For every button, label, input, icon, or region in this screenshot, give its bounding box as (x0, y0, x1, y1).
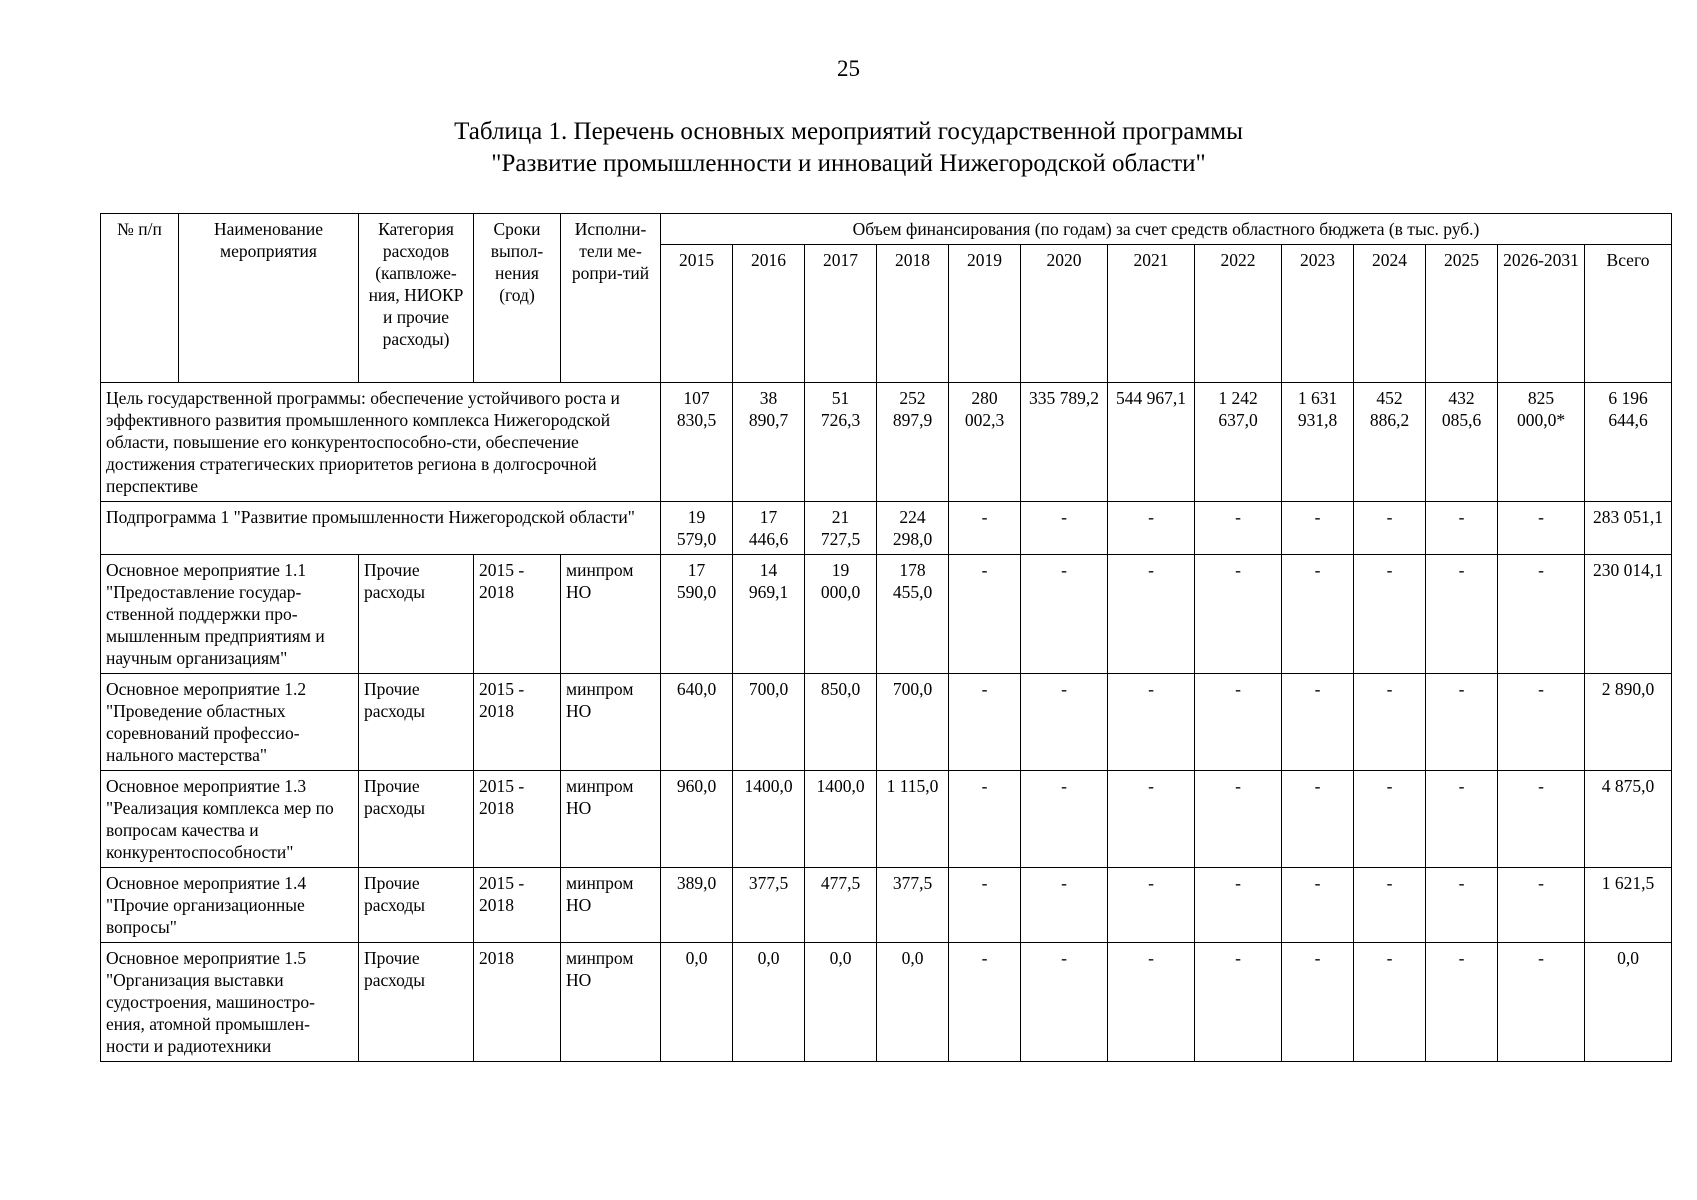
header-year: Всего (1585, 245, 1672, 383)
value-cell: - (949, 868, 1021, 943)
value-cell: 252 897,9 (877, 383, 949, 502)
value-cell: - (1195, 771, 1282, 868)
value-cell: - (1195, 502, 1282, 555)
value-cell: - (1354, 943, 1426, 1062)
value-cell: - (1108, 868, 1195, 943)
value-cell: 0,0 (1585, 943, 1672, 1062)
header-executors: Исполни-тели ме-ропри-тий (561, 214, 661, 383)
value-cell: 1400,0 (805, 771, 877, 868)
header-year: 2026-2031 (1498, 245, 1585, 383)
value-cell: 224 298,0 (877, 502, 949, 555)
header-year: 2016 (733, 245, 805, 383)
activity-category: Прочие расходы (359, 943, 474, 1062)
activity-terms: 2015 - 2018 (474, 555, 561, 674)
value-cell: 850,0 (805, 674, 877, 771)
value-cell: - (1354, 555, 1426, 674)
activity-executors: минпром НО (561, 771, 661, 868)
value-cell: - (1021, 555, 1108, 674)
title-line-2: "Развитие промышленности и инноваций Нижегородской области" (491, 150, 1206, 177)
value-cell: 51 726,3 (805, 383, 877, 502)
subprogram-row (101, 502, 1672, 555)
value-cell: 14 969,1 (733, 555, 805, 674)
value-cell: - (1426, 943, 1498, 1062)
value-cell: 700,0 (877, 674, 949, 771)
activity-terms: 2015 - 2018 (474, 674, 561, 771)
value-cell: - (1498, 555, 1585, 674)
value-cell: 389,0 (661, 868, 733, 943)
value-cell: - (1498, 502, 1585, 555)
value-cell: - (1498, 674, 1585, 771)
value-cell: - (1282, 771, 1354, 868)
value-cell: - (1498, 771, 1585, 868)
value-cell: - (1108, 502, 1195, 555)
value-cell: 6 196 644,6 (1585, 383, 1672, 502)
value-cell: - (949, 943, 1021, 1062)
table-row (101, 674, 1672, 771)
value-cell: 477,5 (805, 868, 877, 943)
value-cell: - (1021, 943, 1108, 1062)
value-cell: - (1426, 771, 1498, 868)
header-num: № п/п (101, 214, 179, 383)
header-funding: Объем финансирования (по годам) за счет средств областного бюджета (в тыс. руб.) (661, 214, 1672, 245)
activities-table (100, 213, 1672, 1062)
value-cell: 230 014,1 (1585, 555, 1672, 674)
value-cell: 544 967,1 (1108, 383, 1195, 502)
value-cell: 825 000,0* (1498, 383, 1585, 502)
header-category: Категория расходов (капвложе-ния, НИОКР и прочие расходы) (359, 214, 474, 383)
table-row (101, 868, 1672, 943)
table-row (101, 943, 1672, 1062)
value-cell: 432 085,6 (1426, 383, 1498, 502)
value-cell: 1 115,0 (877, 771, 949, 868)
value-cell: 0,0 (733, 943, 805, 1062)
value-cell: - (1426, 502, 1498, 555)
value-cell: 700,0 (733, 674, 805, 771)
header-year: 2025 (1426, 245, 1498, 383)
value-cell: - (1282, 555, 1354, 674)
value-cell: 21 727,5 (805, 502, 877, 555)
value-cell: - (1195, 868, 1282, 943)
value-cell: 0,0 (805, 943, 877, 1062)
value-cell: 280 002,3 (949, 383, 1021, 502)
activity-executors: минпром НО (561, 943, 661, 1062)
header-year: 2018 (877, 245, 949, 383)
value-cell: 335 789,2 (1021, 383, 1108, 502)
value-cell: - (1282, 502, 1354, 555)
value-cell: - (1426, 868, 1498, 943)
value-cell: 178 455,0 (877, 555, 949, 674)
activity-terms: 2015 - 2018 (474, 868, 561, 943)
value-cell: 283 051,1 (1585, 502, 1672, 555)
value-cell: 377,5 (733, 868, 805, 943)
value-cell: - (1108, 555, 1195, 674)
value-cell: 2 890,0 (1585, 674, 1672, 771)
page-number: 25 (837, 56, 860, 81)
value-cell: - (949, 674, 1021, 771)
activity-terms: 2015 - 2018 (474, 771, 561, 868)
value-cell: - (1354, 674, 1426, 771)
header-year: 2017 (805, 245, 877, 383)
header-year: 2024 (1354, 245, 1426, 383)
activity-executors: минпром НО (561, 674, 661, 771)
header-year: 2021 (1108, 245, 1195, 383)
value-cell: 960,0 (661, 771, 733, 868)
activity-category: Прочие расходы (359, 868, 474, 943)
value-cell: - (1021, 868, 1108, 943)
value-cell: 1 621,5 (1585, 868, 1672, 943)
activity-category: Прочие расходы (359, 674, 474, 771)
activity-name: Основное мероприятие 1.3 "Реализация комплекса мер по вопросам качества и конкурентоспособности" (101, 771, 359, 868)
value-cell: - (1498, 868, 1585, 943)
value-cell: 640,0 (661, 674, 733, 771)
value-cell: 0,0 (661, 943, 733, 1062)
value-cell: - (1195, 674, 1282, 771)
table-row (101, 771, 1672, 868)
value-cell: - (1354, 502, 1426, 555)
value-cell: - (1498, 943, 1585, 1062)
value-cell: 0,0 (877, 943, 949, 1062)
value-cell: - (1282, 674, 1354, 771)
activity-name: Основное мероприятие 1.1 "Предоставление государ-ственной поддержки про-мышленным предприятиям и научным организациям" (101, 555, 359, 674)
activity-executors: минпром НО (561, 555, 661, 674)
value-cell: 17 590,0 (661, 555, 733, 674)
value-cell: - (949, 555, 1021, 674)
header-year: 2023 (1282, 245, 1354, 383)
activity-name: Основное мероприятие 1.2 "Проведение областных соревнований профессио-нального мастерства" (101, 674, 359, 771)
value-cell: 1 631 931,8 (1282, 383, 1354, 502)
value-cell: 1400,0 (733, 771, 805, 868)
header-name: Наименование мероприятия (179, 214, 359, 383)
value-cell: 1 242 637,0 (1195, 383, 1282, 502)
header-terms: Сроки выпол-нения (год) (474, 214, 561, 383)
value-cell: - (1195, 943, 1282, 1062)
activity-category: Прочие расходы (359, 555, 474, 674)
value-cell: - (1195, 555, 1282, 674)
value-cell: 19 579,0 (661, 502, 733, 555)
value-cell: - (1021, 771, 1108, 868)
value-cell: - (1021, 502, 1108, 555)
value-cell: 19 000,0 (805, 555, 877, 674)
value-cell: - (1426, 674, 1498, 771)
header-year: 2020 (1021, 245, 1108, 383)
activity-category: Прочие расходы (359, 771, 474, 868)
value-cell: - (949, 771, 1021, 868)
value-cell: - (1426, 555, 1498, 674)
header-year: 2015 (661, 245, 733, 383)
activity-name: Основное мероприятие 1.5 "Организация выставки судостроения, машиностро-ения, атомной промышлен-ности и радиотехники (101, 943, 359, 1062)
value-cell: 38 890,7 (733, 383, 805, 502)
value-cell: - (949, 502, 1021, 555)
title-line-1: Таблица 1. Перечень основных мероприятий государственной программы (454, 118, 1243, 145)
value-cell: 107 830,5 (661, 383, 733, 502)
value-cell: - (1108, 943, 1195, 1062)
value-cell: - (1021, 674, 1108, 771)
value-cell: - (1282, 943, 1354, 1062)
activity-executors: минпром НО (561, 868, 661, 943)
value-cell: 377,5 (877, 868, 949, 943)
value-cell: - (1282, 868, 1354, 943)
value-cell: - (1354, 868, 1426, 943)
goal-label: Цель государственной программы: обеспечение устойчивого роста и эффективного развития промышленного комплекса Нижегородской области, повышение его конкурентоспособно-сти, обеспечение достижения стратегических приоритетов региона в долгосрочной перспективе (101, 383, 661, 502)
value-cell: - (1108, 771, 1195, 868)
header-year: 2022 (1195, 245, 1282, 383)
value-cell: - (1354, 771, 1426, 868)
goal-row (101, 383, 1672, 502)
value-cell: - (1108, 674, 1195, 771)
page-title (0, 116, 1697, 180)
header-year: 2019 (949, 245, 1021, 383)
activity-terms: 2018 (474, 943, 561, 1062)
value-cell: 452 886,2 (1354, 383, 1426, 502)
activity-name: Основное мероприятие 1.4 "Прочие организационные вопросы" (101, 868, 359, 943)
value-cell: 17 446,6 (733, 502, 805, 555)
subprogram-label: Подпрограмма 1 "Развитие промышленности Нижегородской области" (101, 502, 661, 555)
table-row (101, 555, 1672, 674)
value-cell: 4 875,0 (1585, 771, 1672, 868)
